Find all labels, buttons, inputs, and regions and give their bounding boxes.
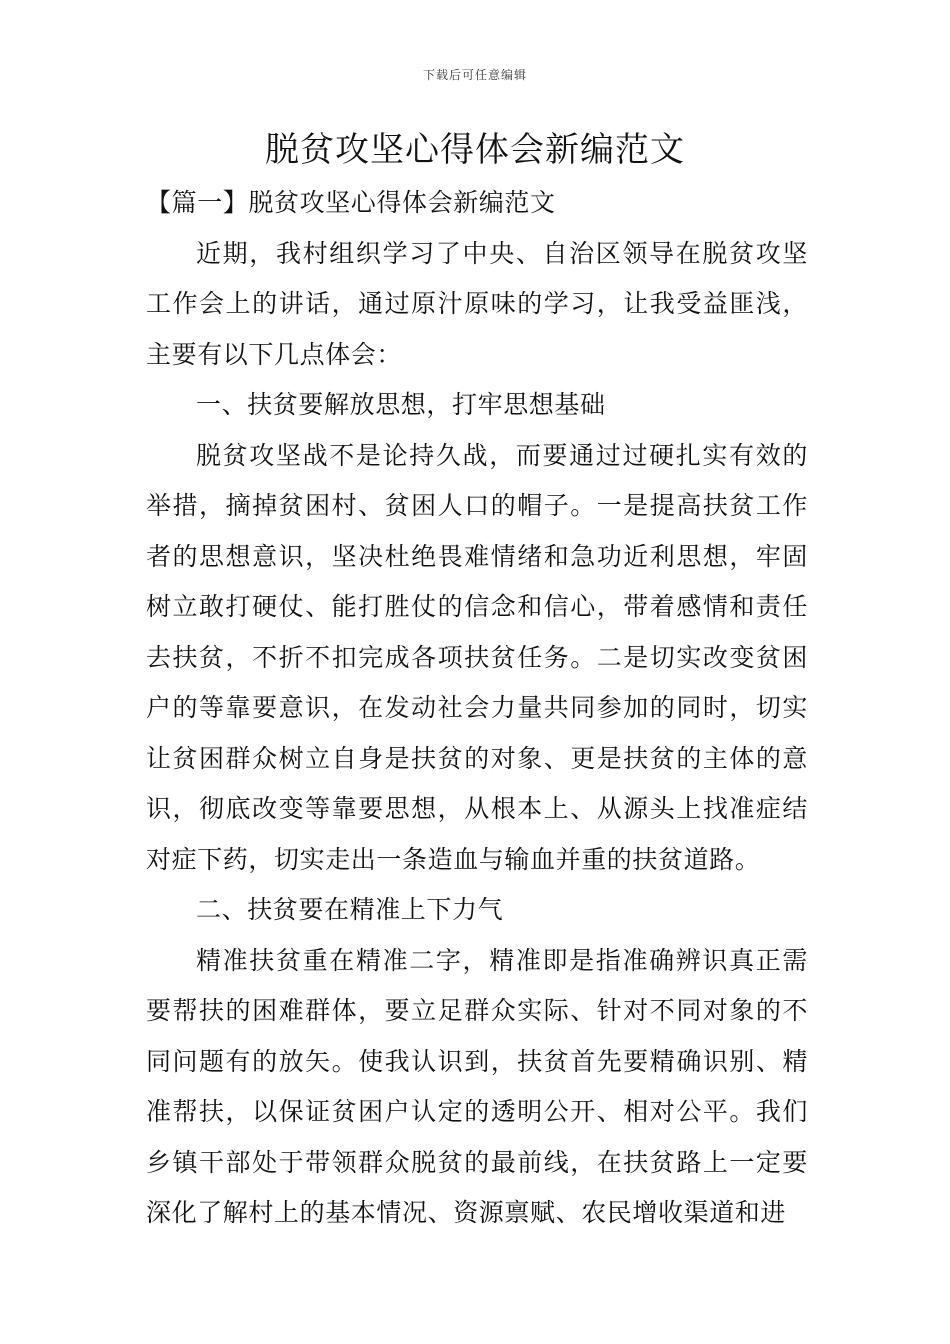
- section-heading: 【篇一】脱贫攻坚心得体会新编范文: [146, 188, 556, 217]
- subheading-1: 一、扶贫要解放思想，打牢思想基础: [196, 390, 606, 419]
- document-title: 脱贫攻坚心得体会新编范文: [265, 130, 685, 170]
- subheading-2: 二、扶贫要在精准上下力气: [196, 895, 504, 924]
- paragraph-intro: 近期，我村组织学习了中央、自治区领导在脱贫攻坚工作会上的讲话，通过原汁原味的学习，让我受益匪浅，主要有以下几点体会：: [146, 238, 808, 369]
- document-body: [146, 178, 808, 1239]
- paragraph-2: 精准扶贫重在精准二字，精准即是指准确辨识真正需要帮扶的困难群体，要立足群众实际、针对不同对象的不同问题有的放矢。使我认识到，扶贫首先要精确识别、精准帮扶，以保证贫困户认定的透明公开、相对公平。我们乡镇干部处于带领群众脱贫的最前线，在扶贫路上一定要深化了解村上的基本情况、资源禀赋、农民增收渠道和进: [146, 945, 808, 1227]
- header-note: 下载后可任意编辑: [422, 68, 527, 82]
- paragraph-1: 脱贫攻坚战不是论持久战，而要通过过硬扎实有效的举措，摘掉贫困村、贫困人口的帽子。一是提高扶贫工作者的思想意识，坚决杜绝畏难情绪和急功近利思想，牢固树立敢打硬仗、能打胜仗的信念和信心，带着感情和责任去扶贫，不折不扣完成各项扶贫任务。二是切实改变贫困户的等靠要意识，在发动社会力量共同参加的同时，切实让贫困群众树立自身是扶贫的对象、更是扶贫的主体的意识，彻底改变等靠要思想，从根本上、从源头上找准症结对症下药，切实走出一条造血与输血并重的扶贫道路。: [146, 440, 808, 874]
